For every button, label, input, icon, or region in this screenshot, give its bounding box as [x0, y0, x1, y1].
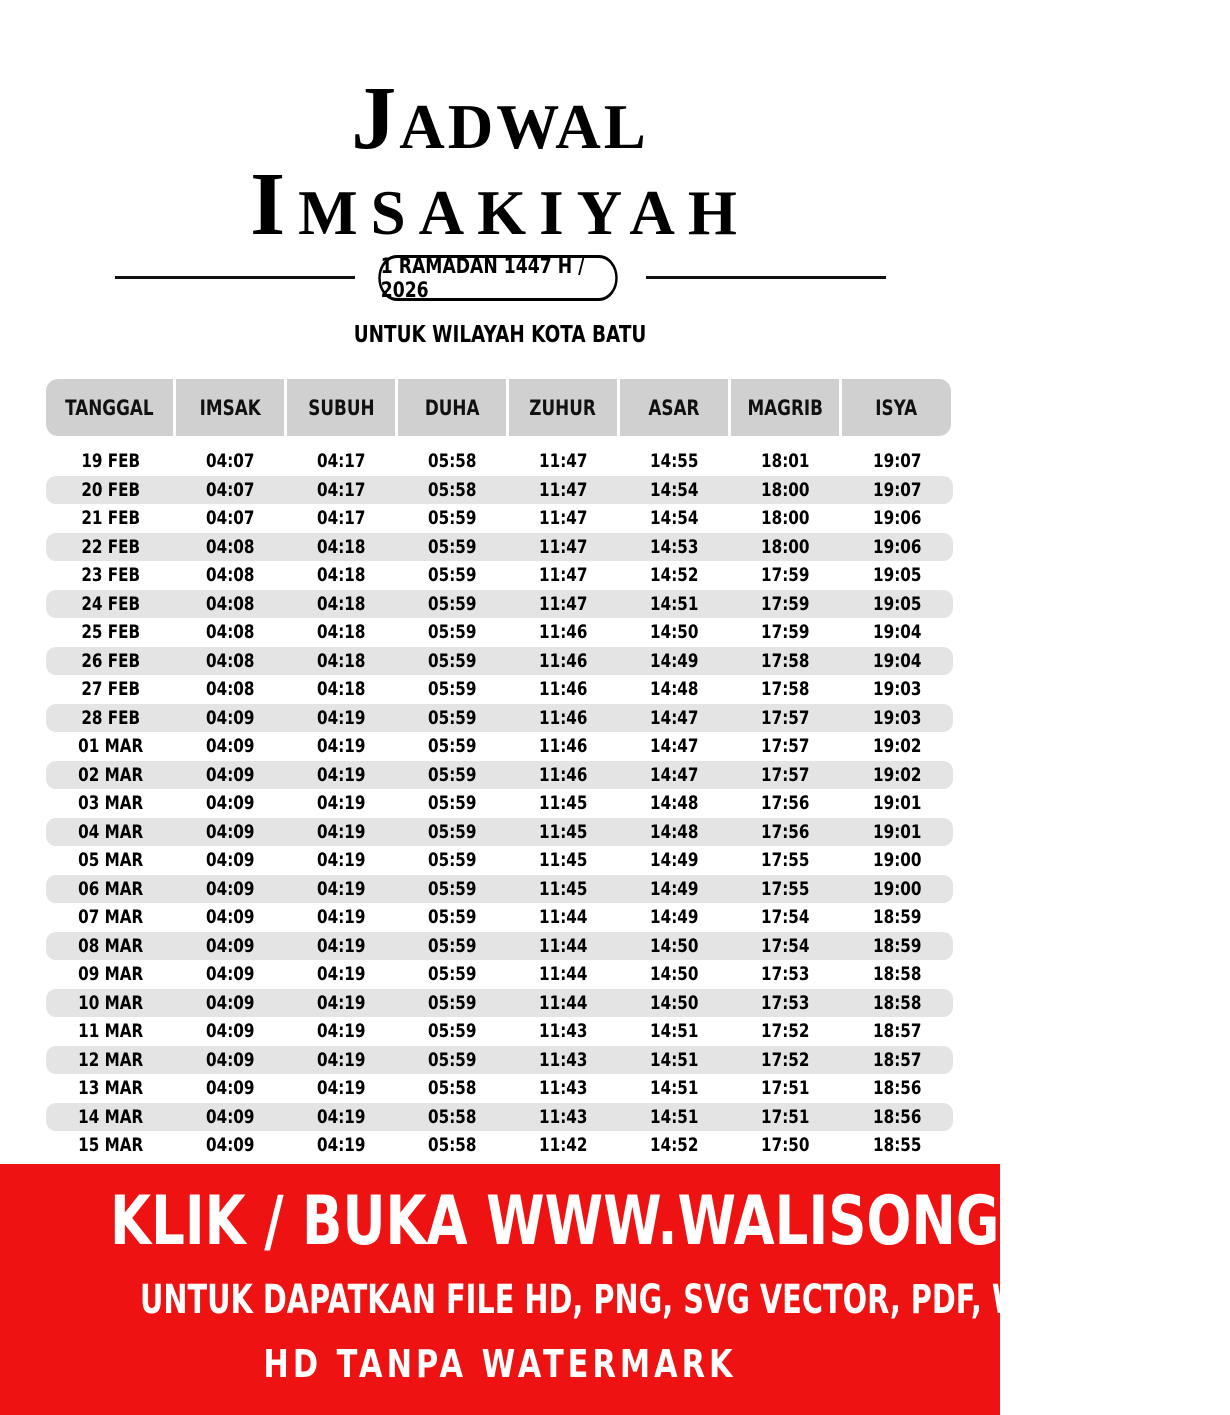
cell-isya: 18:58: [872, 963, 922, 986]
cell-tanggal: 13 MAR: [77, 1077, 144, 1100]
cell-subuh: 04:19: [317, 849, 366, 872]
cell-duha: 05:59: [428, 1048, 477, 1071]
cell-subuh: 04:18: [317, 564, 366, 587]
cell-magrib: 17:56: [761, 820, 810, 843]
cell-magrib: 18:00: [761, 535, 810, 558]
cell-zuhur: 11:45: [539, 820, 588, 843]
cell-isya: 18:58: [872, 991, 922, 1014]
table-row: [46, 675, 953, 704]
cell-tanggal: 20 FEB: [81, 478, 140, 501]
cell-magrib: 17:54: [761, 934, 810, 957]
cell-imsak: 04:09: [206, 1105, 255, 1128]
cell-asar: 14:50: [650, 963, 699, 986]
cell-zuhur: 11:47: [539, 535, 588, 558]
cell-imsak: 04:09: [206, 792, 255, 815]
cell-imsak: 04:09: [206, 963, 255, 986]
cell-duha: 05:59: [428, 934, 477, 957]
table-row: [46, 618, 953, 647]
cell-tanggal: 12 MAR: [77, 1048, 144, 1071]
table-row: [46, 932, 953, 961]
cell-subuh: 04:18: [317, 621, 366, 644]
cell-zuhur: 11:47: [539, 450, 588, 473]
cell-magrib: 17:50: [761, 1134, 810, 1157]
cell-zuhur: 11:46: [539, 735, 588, 758]
cell-isya: 18:55: [872, 1134, 922, 1157]
cell-tanggal: 19 FEB: [81, 450, 140, 473]
table-row: [46, 504, 953, 533]
table-row: [46, 789, 953, 818]
cell-magrib: 18:01: [761, 450, 810, 473]
column-header-imsak: IMSAK: [176, 379, 284, 436]
cell-asar: 14:47: [650, 706, 699, 729]
cell-isya: 19:04: [872, 649, 922, 672]
cell-isya: 19:03: [872, 678, 922, 701]
cell-asar: 14:49: [650, 906, 699, 929]
column-header-subuh: SUBUH: [287, 379, 395, 436]
cell-isya: 19:02: [872, 763, 922, 786]
cell-subuh: 04:19: [317, 1048, 366, 1071]
cell-asar: 14:51: [650, 1020, 699, 1043]
cell-asar: 14:48: [650, 820, 699, 843]
cell-zuhur: 11:46: [539, 763, 588, 786]
cell-tanggal: 09 MAR: [77, 963, 144, 986]
cell-isya: 19:07: [872, 478, 922, 501]
cell-tanggal: 08 MAR: [77, 934, 144, 957]
cell-subuh: 04:18: [317, 649, 366, 672]
column-header-zuhur: ZUHUR: [509, 379, 617, 436]
cell-duha: 05:59: [428, 820, 477, 843]
cell-imsak: 04:09: [206, 1134, 255, 1157]
table-row: [46, 903, 953, 932]
banner-headline[interactable]: KLIK / BUKA WWW.WALISONGO.CO.ID: [110, 1182, 1230, 1261]
table-row: [46, 704, 953, 733]
cell-subuh: 04:18: [317, 678, 366, 701]
cell-tanggal: 28 FEB: [81, 706, 140, 729]
cell-zuhur: 11:45: [539, 877, 588, 900]
cell-imsak: 04:09: [206, 877, 255, 900]
cell-magrib: 17:59: [761, 592, 810, 615]
cell-magrib: 17:54: [761, 906, 810, 929]
cell-asar: 14:50: [650, 934, 699, 957]
cell-zuhur: 11:47: [539, 507, 588, 530]
cell-subuh: 04:19: [317, 763, 366, 786]
cell-duha: 05:59: [428, 906, 477, 929]
cell-magrib: 17:51: [761, 1077, 810, 1100]
cell-tanggal: 01 MAR: [77, 735, 144, 758]
cell-asar: 14:53: [650, 535, 699, 558]
cell-isya: 19:05: [872, 564, 922, 587]
cell-subuh: 04:19: [317, 906, 366, 929]
cell-duha: 05:58: [428, 1134, 477, 1157]
cell-magrib: 18:00: [761, 507, 810, 530]
cell-isya: 18:59: [872, 906, 922, 929]
cell-magrib: 17:53: [761, 963, 810, 986]
cell-duha: 05:59: [428, 792, 477, 815]
cell-magrib: 17:55: [761, 849, 810, 872]
cell-subuh: 04:17: [317, 507, 366, 530]
table-row: [46, 1103, 953, 1132]
cell-zuhur: 11:44: [539, 906, 588, 929]
table-row: [46, 1074, 953, 1103]
cell-subuh: 04:19: [317, 1134, 366, 1157]
cell-tanggal: 14 MAR: [77, 1105, 144, 1128]
table-row: [46, 476, 953, 505]
cell-zuhur: 11:47: [539, 564, 588, 587]
cell-duha: 05:59: [428, 564, 477, 587]
region-label: UNTUK WILAYAH KOTA BATU: [353, 322, 647, 348]
table-row: [46, 447, 953, 476]
table-row: [46, 1046, 953, 1075]
cell-asar: 14:48: [650, 678, 699, 701]
cell-isya: 19:04: [872, 621, 922, 644]
cell-magrib: 17:52: [761, 1020, 810, 1043]
cell-subuh: 04:19: [317, 934, 366, 957]
cell-duha: 05:58: [428, 1077, 477, 1100]
cell-isya: 19:07: [872, 450, 922, 473]
cell-isya: 19:01: [872, 820, 922, 843]
cell-imsak: 04:09: [206, 934, 255, 957]
cell-magrib: 17:55: [761, 877, 810, 900]
cell-tanggal: 07 MAR: [77, 906, 144, 929]
cell-imsak: 04:09: [206, 706, 255, 729]
cell-magrib: 18:00: [761, 478, 810, 501]
table-row: [46, 561, 953, 590]
cell-zuhur: 11:47: [539, 478, 588, 501]
cell-asar: 14:50: [650, 621, 699, 644]
cell-tanggal: 25 FEB: [81, 621, 140, 644]
divider-left: [115, 276, 355, 279]
cell-duha: 05:59: [428, 963, 477, 986]
cell-asar: 14:51: [650, 592, 699, 615]
cell-imsak: 04:07: [206, 478, 255, 501]
cell-isya: 19:01: [872, 792, 922, 815]
cell-subuh: 04:19: [317, 706, 366, 729]
cell-duha: 05:58: [428, 478, 477, 501]
cell-imsak: 04:08: [206, 564, 255, 587]
cell-subuh: 04:18: [317, 592, 366, 615]
cell-tanggal: 04 MAR: [77, 820, 144, 843]
column-header-duha: DUHA: [398, 379, 506, 436]
cell-duha: 05:59: [428, 735, 477, 758]
cell-magrib: 17:57: [761, 735, 810, 758]
page-title-line1: Jadwal: [351, 69, 649, 168]
table-row: [46, 846, 953, 875]
cell-imsak: 04:08: [206, 649, 255, 672]
cell-imsak: 04:08: [206, 621, 255, 644]
page-title-line2: Imsakiyah: [250, 155, 750, 254]
cell-zuhur: 11:43: [539, 1048, 588, 1071]
cell-isya: 19:05: [872, 592, 922, 615]
cell-subuh: 04:17: [317, 450, 366, 473]
cell-duha: 05:59: [428, 592, 477, 615]
promo-banner[interactable]: [0, 1164, 1230, 1415]
cell-zuhur: 11:46: [539, 649, 588, 672]
cell-tanggal: 02 MAR: [77, 763, 144, 786]
table-row: [46, 533, 953, 562]
cell-asar: 14:50: [650, 991, 699, 1014]
cell-imsak: 04:08: [206, 592, 255, 615]
table-row: [46, 1131, 953, 1160]
cell-imsak: 04:07: [206, 450, 255, 473]
schedule-table: [46, 447, 953, 1160]
cell-zuhur: 11:44: [539, 963, 588, 986]
table-row: [46, 989, 953, 1018]
cell-isya: 19:00: [872, 877, 922, 900]
cell-magrib: 17:53: [761, 991, 810, 1014]
cell-isya: 19:02: [872, 735, 922, 758]
cell-subuh: 04:19: [317, 1077, 366, 1100]
cell-isya: 18:57: [872, 1048, 922, 1071]
cell-asar: 14:52: [650, 564, 699, 587]
cell-zuhur: 11:42: [539, 1134, 588, 1157]
cell-tanggal: 11 MAR: [77, 1020, 144, 1043]
cell-duha: 05:59: [428, 1020, 477, 1043]
table-row: [46, 818, 953, 847]
cell-magrib: 17:59: [761, 621, 810, 644]
cell-magrib: 17:57: [761, 763, 810, 786]
cell-zuhur: 11:47: [539, 592, 588, 615]
cell-subuh: 04:17: [317, 478, 366, 501]
cell-subuh: 04:19: [317, 820, 366, 843]
cell-asar: 14:48: [650, 792, 699, 815]
cell-isya: 18:56: [872, 1077, 922, 1100]
cell-duha: 05:59: [428, 877, 477, 900]
column-header-isya: ISYA: [842, 379, 951, 436]
cell-tanggal: 27 FEB: [81, 678, 140, 701]
cell-imsak: 04:09: [206, 763, 255, 786]
cell-duha: 05:59: [428, 621, 477, 644]
cell-asar: 14:49: [650, 877, 699, 900]
cell-tanggal: 03 MAR: [77, 792, 144, 815]
cell-duha: 05:59: [428, 649, 477, 672]
cell-zuhur: 11:46: [539, 706, 588, 729]
cell-magrib: 17:51: [761, 1105, 810, 1128]
table-row: [46, 590, 953, 619]
cell-duha: 05:59: [428, 507, 477, 530]
column-header-asar: ASAR: [620, 379, 728, 436]
cell-duha: 05:59: [428, 706, 477, 729]
cell-asar: 14:49: [650, 649, 699, 672]
cell-asar: 14:54: [650, 507, 699, 530]
column-header-magrib: MAGRIB: [731, 379, 839, 436]
cell-subuh: 04:19: [317, 792, 366, 815]
cell-tanggal: 26 FEB: [81, 649, 140, 672]
cell-imsak: 04:09: [206, 849, 255, 872]
cell-duha: 05:58: [428, 1105, 477, 1128]
cell-duha: 05:59: [428, 991, 477, 1014]
cell-subuh: 04:19: [317, 963, 366, 986]
cell-zuhur: 11:44: [539, 991, 588, 1014]
cell-asar: 14:52: [650, 1134, 699, 1157]
cell-imsak: 04:09: [206, 820, 255, 843]
cell-duha: 05:59: [428, 535, 477, 558]
column-header-tanggal: TANGGAL: [46, 379, 173, 436]
cell-duha: 05:58: [428, 450, 477, 473]
cell-tanggal: 23 FEB: [81, 564, 140, 587]
cell-asar: 14:51: [650, 1077, 699, 1100]
cell-isya: 19:06: [872, 535, 922, 558]
cell-isya: 19:00: [872, 849, 922, 872]
banner-note: HD TANPA WATERMARK: [263, 1342, 737, 1386]
cell-isya: 18:59: [872, 934, 922, 957]
cell-imsak: 04:09: [206, 906, 255, 929]
cell-tanggal: 06 MAR: [77, 877, 144, 900]
cell-asar: 14:54: [650, 478, 699, 501]
cell-tanggal: 05 MAR: [77, 849, 144, 872]
cell-magrib: 17:52: [761, 1048, 810, 1071]
cell-zuhur: 11:45: [539, 792, 588, 815]
cell-tanggal: 15 MAR: [77, 1134, 144, 1157]
cell-imsak: 04:08: [206, 535, 255, 558]
subtitle-badge: 1 RAMADAN 1447 H / 2026: [378, 255, 617, 301]
cell-tanggal: 24 FEB: [81, 592, 140, 615]
cell-magrib: 17:56: [761, 792, 810, 815]
cell-imsak: 04:09: [206, 735, 255, 758]
cell-zuhur: 11:44: [539, 934, 588, 957]
cell-subuh: 04:19: [317, 1105, 366, 1128]
table-row: [46, 732, 953, 761]
banner-subline: UNTUK DAPATKAN FILE HD, PNG, SVG VECTOR, PDF, WORD, EXCEL: [140, 1277, 1216, 1323]
cell-zuhur: 11:43: [539, 1077, 588, 1100]
cell-duha: 05:59: [428, 763, 477, 786]
cell-isya: 19:06: [872, 507, 922, 530]
cell-asar: 14:49: [650, 849, 699, 872]
cell-imsak: 04:09: [206, 1077, 255, 1100]
cell-isya: 19:03: [872, 706, 922, 729]
cell-zuhur: 11:43: [539, 1105, 588, 1128]
cell-subuh: 04:19: [317, 735, 366, 758]
cell-subuh: 04:19: [317, 877, 366, 900]
cell-imsak: 04:07: [206, 507, 255, 530]
cell-imsak: 04:09: [206, 1048, 255, 1071]
cell-imsak: 04:09: [206, 1020, 255, 1043]
cell-magrib: 17:58: [761, 649, 810, 672]
cell-asar: 14:51: [650, 1048, 699, 1071]
table-row: [46, 1017, 953, 1046]
cell-zuhur: 11:45: [539, 849, 588, 872]
cell-duha: 05:59: [428, 678, 477, 701]
cell-imsak: 04:09: [206, 991, 255, 1014]
cell-subuh: 04:18: [317, 535, 366, 558]
cell-magrib: 17:59: [761, 564, 810, 587]
cell-asar: 14:47: [650, 763, 699, 786]
cell-zuhur: 11:46: [539, 621, 588, 644]
cell-magrib: 17:58: [761, 678, 810, 701]
cell-subuh: 04:19: [317, 991, 366, 1014]
cell-tanggal: 22 FEB: [81, 535, 140, 558]
cell-magrib: 17:57: [761, 706, 810, 729]
cell-tanggal: 10 MAR: [77, 991, 144, 1014]
table-header: [46, 379, 953, 436]
cell-zuhur: 11:46: [539, 678, 588, 701]
cell-imsak: 04:08: [206, 678, 255, 701]
cell-asar: 14:55: [650, 450, 699, 473]
divider-right: [646, 276, 886, 279]
table-row: [46, 647, 953, 676]
cell-asar: 14:47: [650, 735, 699, 758]
table-row: [46, 875, 953, 904]
cell-tanggal: 21 FEB: [81, 507, 140, 530]
cell-subuh: 04:19: [317, 1020, 366, 1043]
cell-asar: 14:51: [650, 1105, 699, 1128]
table-row: [46, 761, 953, 790]
table-row: [46, 960, 953, 989]
cell-isya: 18:56: [872, 1105, 922, 1128]
cell-isya: 18:57: [872, 1020, 922, 1043]
cell-duha: 05:59: [428, 849, 477, 872]
cell-zuhur: 11:43: [539, 1020, 588, 1043]
